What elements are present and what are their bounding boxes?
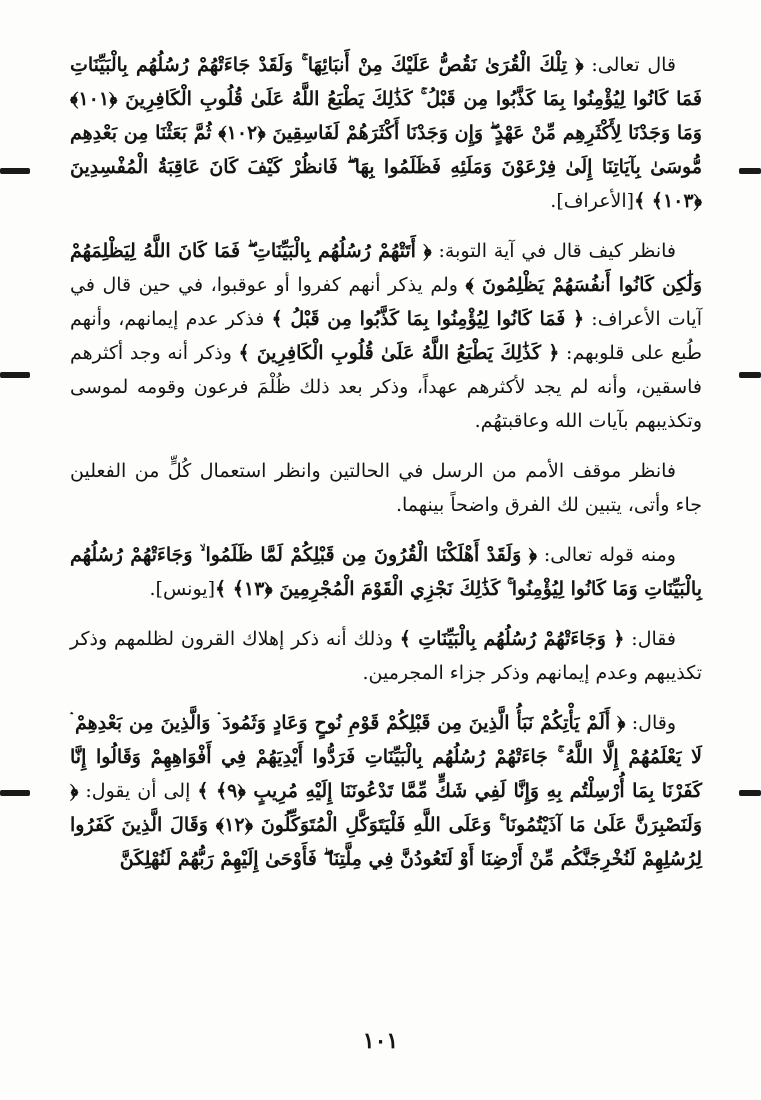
quran-verse: ﴿ وَلَنَصْبِرَنَّ عَلَىٰ مَا آذَيْتُمُونَا ۚ وَعَلَى اللَّهِ فَلْيَتَوَكَّلِ الْمُتَوَكِّلُونَ ﴿١٢﴾ وَقَالَ الَّذِينَ كَفَرُوا لِرُسُلِهِمْ لَنُخْرِجَنَّكُم مِّنْ أَرْضِنَا أَوْ لَتَعُودُنَّ فِي مِلَّتِنَا ۖ فَأَوْحَىٰ إِلَيْهِمْ رَبُّهُمْ لَنُهْلِكَنَّ [70,780,702,870]
body-text-segment: وذكر أنه وجد أكثرهم فاسقين، وأنه لم يجد لأكثرهم عهداً، وذكر بعد ذلك ظُلْمَ فرعون وقومه لموسى وتكذيبهم بآيات الله وعاقبتهُم. [70,342,702,432]
body-text-segment: إلى أن يقول: [78,780,198,802]
quran-verse: ﴿ فَمَا كَانُوا لِيُؤْمِنُوا بِمَا كَذَّبُوا مِن قَبْلُ ﴾ [271,308,585,330]
body-text-segment: [الأعراف]. [550,190,635,212]
quran-verse: ﴿ أَلَمْ يَأْتِكُمْ نَبَأُ الَّذِينَ مِن قَبْلِكُمْ قَوْمِ نُوحٍ وَعَادٍ وَثَمُودَ ۛ وَالَّذِينَ مِن بَعْدِهِمْ ۛ لَا يَعْلَمُهُمْ إِلَّا اللَّهُ ۚ جَاءَتْهُمْ رُسُلُهُم بِالْبَيِّنَاتِ فَرَدُّوا أَيْدِيَهُمْ فِي أَفْوَاهِهِمْ وَقَالُوا إِنَّا كَفَرْنَا بِمَا أُرْسِلْتُم بِهِ وَإِنَّا لَفِي شَكٍّ مِّمَّا تَدْعُونَنَا إِلَيْهِ مُرِيبٍ ﴿٩﴾ ﴾ [70,712,702,802]
body-text-segment: قال تعالى: [583,54,677,76]
body-text-segment: [يونس]. [149,578,215,600]
body-text-segment: فذكر عدم إيمانهم، وأنهم طُبع على قلوبهم: [70,308,702,364]
paragraph [70,538,702,606]
body-text-segment: وذلك أنه ذكر إهلاك القرون لظلمهم وذكر تكذيبهم وعدم إيمانهم وذكر جزاء المجرمين. [70,628,702,684]
paragraph [70,706,702,876]
body-text-segment: فقال: [624,628,676,650]
quran-verse: ﴿ كَذَٰلِكَ يَطْبَعُ اللَّهُ عَلَىٰ قُلُوبِ الْكَافِرِينَ ﴾ [238,342,560,364]
quran-verse: ﴿ وَجَاءَتْهُمْ رُسُلُهُم بِالْبَيِّنَاتِ ﴾ [399,628,625,650]
body-text-segment: ولم يذكر أنهم كفروا أو عوقبوا، في حين قال في آيات الأعراف: [70,274,702,330]
quran-verse: ﴿ وَلَقَدْ أَهْلَكْنَا الْقُرُونَ مِن قَبْلِكُمْ لَمَّا ظَلَمُوا ۙ وَجَاءَتْهُمْ رُسُلُهُم بِالْبَيِّنَاتِ وَمَا كَانُوا لِيُؤْمِنُوا ۚ كَذَٰلِكَ نَجْزِي الْقَوْمَ الْمُجْرِمِينَ ﴿١٣﴾ ﴾ [70,544,702,600]
quran-verse: ﴿ تِلْكَ الْقُرَىٰ نَقُصُّ عَلَيْكَ مِنْ أَنبَائِهَا ۚ وَلَقَدْ جَاءَتْهُمْ رُسُلُهُم بِالْبَيِّنَاتِ فَمَا كَانُوا لِيُؤْمِنُوا بِمَا كَذَّبُوا مِن قَبْلُ ۚ كَذَٰلِكَ يَطْبَعُ اللَّهُ عَلَىٰ قُلُوبِ الْكَافِرِينَ ﴿١٠١﴾ وَمَا وَجَدْنَا لِأَكْثَرِهِم مِّنْ عَهْدٍ ۖ وَإِن وَجَدْنَا أَكْثَرَهُمْ لَفَاسِقِينَ ﴿١٠٢﴾ ثُمَّ بَعَثْنَا مِن بَعْدِهِم مُّوسَىٰ بِآيَاتِنَا إِلَىٰ فِرْعَوْنَ وَمَلَئِهِ فَظَلَمُوا بِهَا ۖ فَانظُرْ كَيْفَ كَانَ عَاقِبَةُ الْمُفْسِدِينَ ﴿١٠٣﴾ ﴾ [70,54,702,212]
right-edge-mark [739,168,761,174]
body-text-segment: ومنه قوله تعالى: [537,544,676,566]
right-edge-mark [739,790,761,796]
paragraph [70,622,702,690]
body-text-segment: فانظر موقف الأمم من الرسل في الحالتين وانظر استعمال كُلٍّ من الفعلين جاء وأتى، يتبين لك الفرق واضحاً بينهما. [70,460,702,516]
quran-verse: ﴿ أَتَتْهُمْ رُسُلُهُم بِالْبَيِّنَاتِ ۖ فَمَا كَانَ اللَّهُ لِيَظْلِمَهُمْ وَلَٰكِن كَانُوا أَنفُسَهُمْ يَظْلِمُونَ ﴾ [70,240,702,296]
right-edge-mark [739,372,761,378]
paragraph [70,454,702,522]
paragraph [70,48,702,218]
left-edge-mark [0,168,30,174]
left-edge-mark [0,790,30,796]
left-edge-mark [0,372,30,378]
body-text-segment: فانظر كيف قال في آية التوبة: [431,240,676,262]
paragraph [70,234,702,438]
body-text [70,48,702,876]
body-text-segment: وقال: [625,712,677,734]
page-number: ١٠١ [362,1028,399,1054]
